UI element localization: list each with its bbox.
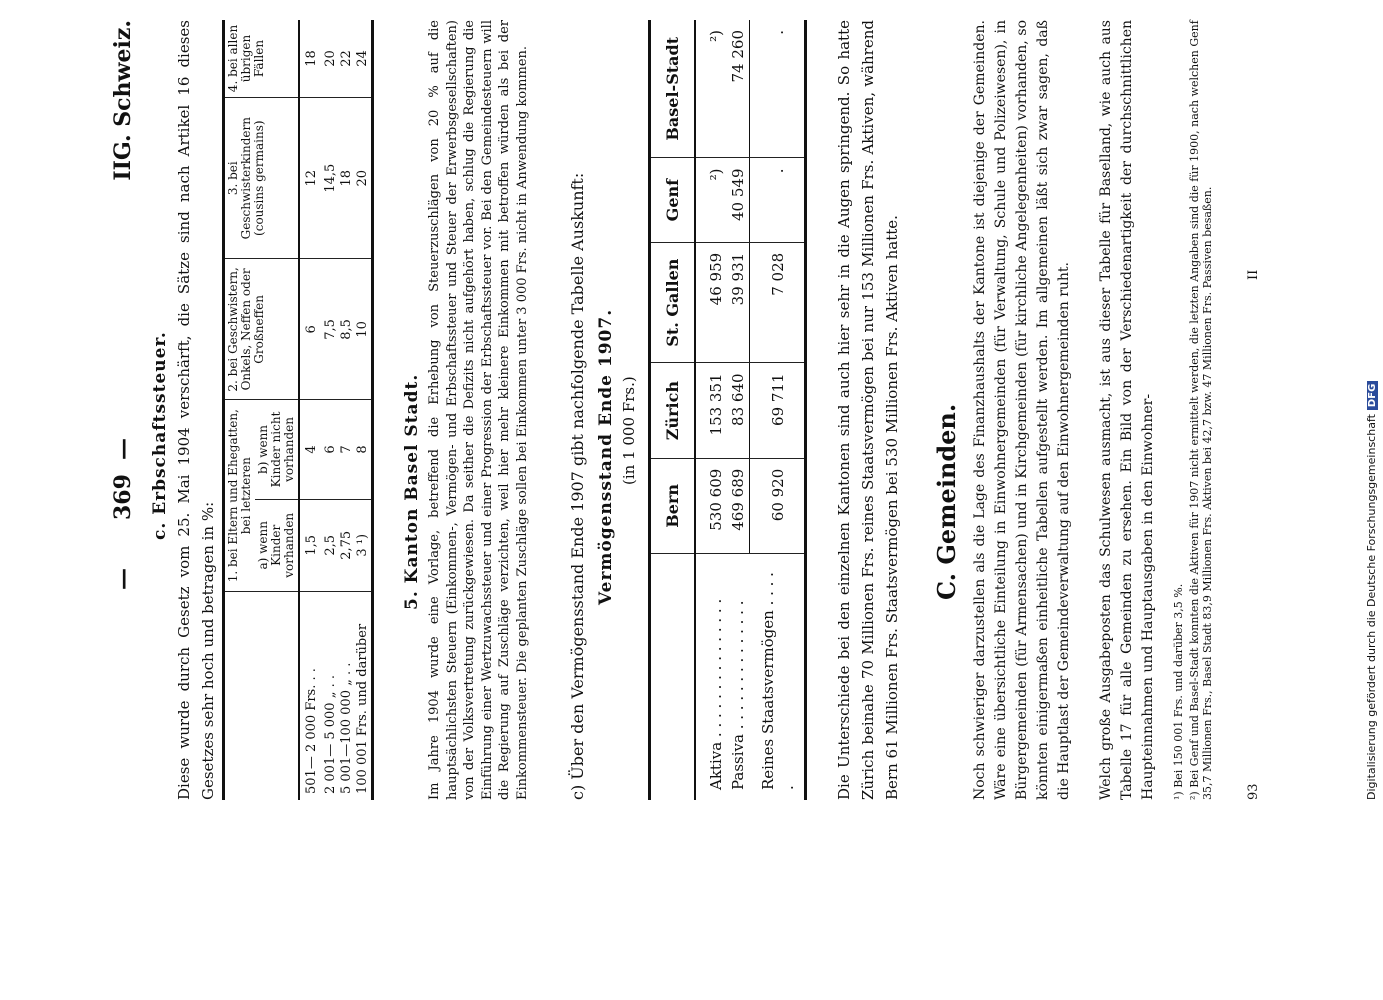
- signature-number: II: [1246, 269, 1261, 280]
- page-number: 369: [110, 474, 136, 520]
- tax-table-corner: [224, 592, 300, 801]
- table-row: 5 001—100 000 „ . . 2,75 7 8,5 18 22: [339, 20, 355, 800]
- wealth-table: [648, 20, 807, 800]
- table-row: Aktiva . . . . . . . . . . . . . . . 530 609 153 351 46 959 ²) ²): [695, 20, 727, 800]
- col-st-gallen: St. Gallen: [650, 242, 696, 363]
- table-row: 100 001 Frs. und darüber 3 ¹) 8 10 20 24: [355, 20, 373, 800]
- wealth-table-title: Vermögensstand Ende 1907.: [596, 308, 616, 605]
- col-group-4: 4. bei allen übrigen Fällen: [224, 20, 300, 98]
- header-dash-right: —: [110, 438, 136, 460]
- col-group-3: 3. bei Geschwisterkindern (cousins germains): [224, 98, 300, 259]
- table-row: Passiva . . . . . . . . . . . . . . 469 689 83 640 39 931 40 549 74 260: [727, 20, 750, 800]
- col-group-2: 2. bei Geschwistern, Onkels, Neffen oder Großneffen: [224, 259, 300, 400]
- basel-paragraph: Im Jahre 1904 wurde eine Vorlage, betreffend die Erhebung von Steuerzuschlägen von 20 % auf die hauptsächlichsten Steuern (Einkommen-, Vermögen- und Erbschaftssteuer und Steuer der Erwerbsgesellschaften) von der Volksvertretung zurückgewiesen. Da seither die Defizits nicht aufgehört haben, schlug die Regierung die Einführung einer Wertzuwachssteuer und einer Progression der Erbschaftssteuer vor. Bei den Gemeindesteuern will die Regierung auf Zuschläge verzichten, weil hier mehr kleinere Einkommen mit betroffen würden als bei der Einkommensteuer. Die geplanten Zuschläge sollen bei Einkommen unter 3 000 Frs. nicht in Anwendung kommen.: [427, 20, 530, 800]
- wealth-table-unit: (in 1 000 Frs.): [620, 376, 638, 485]
- heading-gemeinden: C. Gemeinden.: [932, 403, 961, 600]
- table-row: 2 001— 5 000 „ . . 2,5 6 7,5 14,5 20: [323, 20, 339, 800]
- footnote-1: ¹) Bei 150 001 Frs. und darüber 3,5 %.: [1172, 583, 1185, 800]
- col-1b: b) wenn Kinder nicht vorhanden: [255, 400, 299, 499]
- table-row: 501— 2 000 Frs. . . 1,5 4 6 12 18: [299, 20, 323, 800]
- running-title: IIG. Schweiz.: [110, 20, 136, 181]
- dfg-logo: DFG: [1367, 381, 1378, 410]
- differences-paragraph: Die Unterschiede bei den einzelnen Kantonen sind auch hier sehr in die Augen springend. So hatte Zürich beinahe 70 Millionen Frs. reines Staatsvermögen bei nur 153 Millionen Frs. Aktiven, während Bern 61 Millionen Frs. Staatsvermögen bei 530 Millionen Frs. Aktiven hatte.: [835, 20, 901, 800]
- subsection-c-intro: c) Über den Vermögensstand Ende 1907 gibt nachfolgende Tabelle Auskunft:: [568, 172, 587, 800]
- digitization-credit: Digitalisierung gefördert durch die Deutsche ForschungsgemeinschaftDFG: [1365, 381, 1378, 800]
- heading-erbschaftssteuer: c. Erbschaftssteuer.: [150, 331, 170, 540]
- col-1a: a) wenn Kinder vorhanden: [255, 499, 299, 591]
- wealth-table-corner: [650, 554, 696, 801]
- col-genf: Genf: [650, 158, 696, 242]
- col-basel-stadt: Basel-Stadt: [650, 20, 696, 158]
- header-dash-left: —: [110, 568, 136, 590]
- intro-paragraph: Diese wurde durch Gesetz vom 25. Mai 1904 verschärft, die Sätze sind nach Artikel 16 dieses Gesetzes sehr hoch und betragen in %:: [175, 20, 217, 800]
- footnote-2: ²) Bei Genf und Basel-Stadt konnten die Aktiven für 1907 nicht ermittelt werden, die letzten Angaben sind die für 1900, nach welchen Genf 35,7 Millionen Frs., Basel Stadt 83,9 Millionen Frs. Aktiven bei 42,7 bzw. 47 Millionen Frs. Passiven besaßen.: [1188, 20, 1214, 800]
- tax-rate-table: [222, 20, 374, 800]
- col-bern: Bern: [650, 458, 696, 553]
- gemeinden-paragraph-1: Noch schwieriger darzustellen als die Lage des Finanzhaushalts der Kantone ist diejenige der Gemeinden. Wäre eine übersichtliche Einteilung in Einwohnergemeinden (für Verwaltung, Schule und Polizeiwesen), in Bürgergemeinden (für Armensachen) und in Kirchgemeinden (für kirchliche Angelegenheiten) vorhanden, so könnten einigermaßen einheitliche Tabellen aufgestellt werden. Im allgemeinen läßt sich zwar sagen, daß die Hauptlast der Gemeindeverwaltung auf den Einwohnergemeinden ruht.: [972, 20, 1072, 800]
- sheet-mark: 93: [1246, 783, 1261, 800]
- col-group-1: 1. bei Eltern und Ehegatten, bei letzteren: [224, 400, 256, 592]
- gemeinden-paragraph-2: Welch große Ausgabeposten das Schulwesen ausmacht, ist aus dieser Tabelle für Baselland, wie auch aus Tabelle 17 für alle Gemeinden zu ersehen. Ein Bild von der Verschiedenartigkeit der durchschnittlichen Haupteinnahmen und Hauptausgaben in den Einwohner-: [1098, 20, 1156, 800]
- col-zurich: Zürich: [650, 363, 696, 458]
- table-row: Reines Staatsvermögen . . . . . 60 920 69 711 7 028 . .: [750, 20, 806, 800]
- heading-basel-stadt: 5. Kanton Basel Stadt.: [402, 373, 422, 610]
